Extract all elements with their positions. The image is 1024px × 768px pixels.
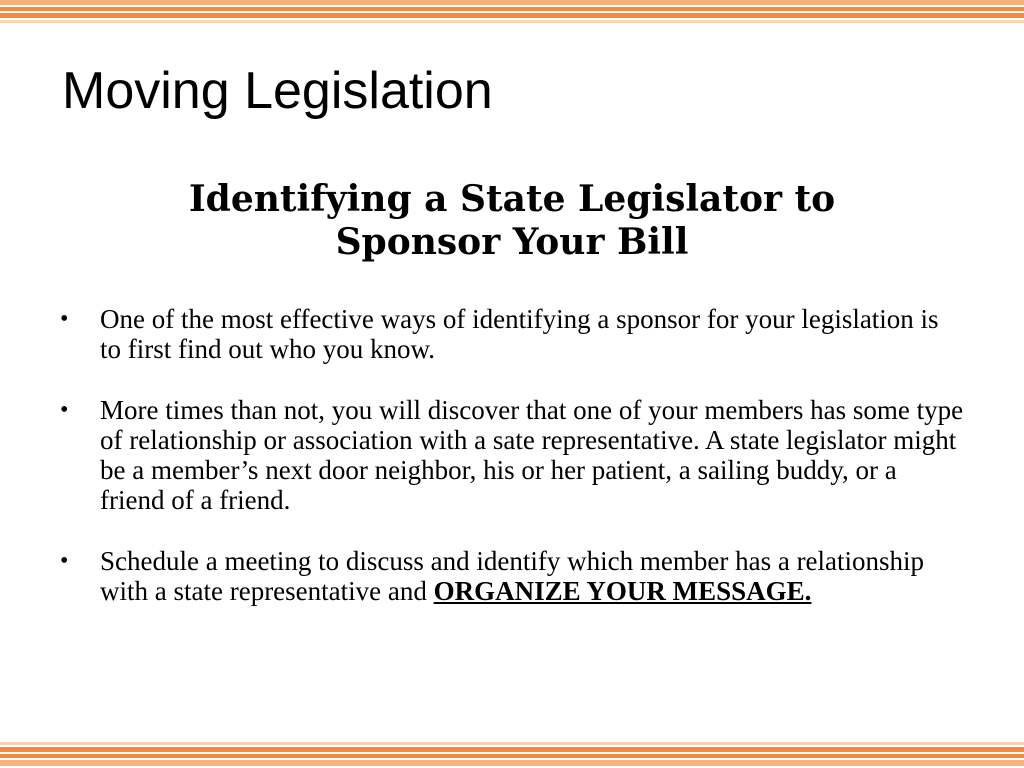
organize-your-message-emphasis: ORGANIZE YOUR MESSAGE. [433,576,812,606]
stripe-bar [0,13,1024,18]
bullet-icon: • [60,548,69,574]
stripe-bar [0,7,1024,11]
stripe-bar [0,742,1024,745]
bullet-text: More times than not, you will discover that one of your members has some type of relationship or association with a sate representative. A state legislator might be a member’s next door neighbor, his or her patient, a sailing buddy, or a friend of a friend. [100,395,964,515]
slide-title: Moving Legislation [62,62,493,120]
bottom-border-stripes [0,738,1024,768]
bullet-item [0,395,1024,515]
slide-subtitle [62,178,962,264]
subtitle-line-1: Identifying a State Legislator to [188,178,836,220]
subtitle-line-2: Sponsor Your Bill [335,221,689,263]
bullet-text: One of the most effective ways of identifying a sponsor for your legislation is to first find out who you know. [100,304,939,364]
bullet-icon: • [60,397,69,423]
bullet-item [0,546,1024,606]
stripe-bar [0,747,1024,752]
bullet-icon: • [60,306,69,332]
stripe-bar [0,754,1024,758]
bullet-item [0,304,1024,364]
top-border-stripes [0,0,1024,30]
stripe-bar [0,0,1024,5]
bullet-list [0,304,1024,637]
bullet-text: Schedule a meeting to discuss and identify which member has a relationship with a state representative and [100,546,925,606]
stripe-bar [0,760,1024,766]
stripe-bar [0,20,1024,23]
